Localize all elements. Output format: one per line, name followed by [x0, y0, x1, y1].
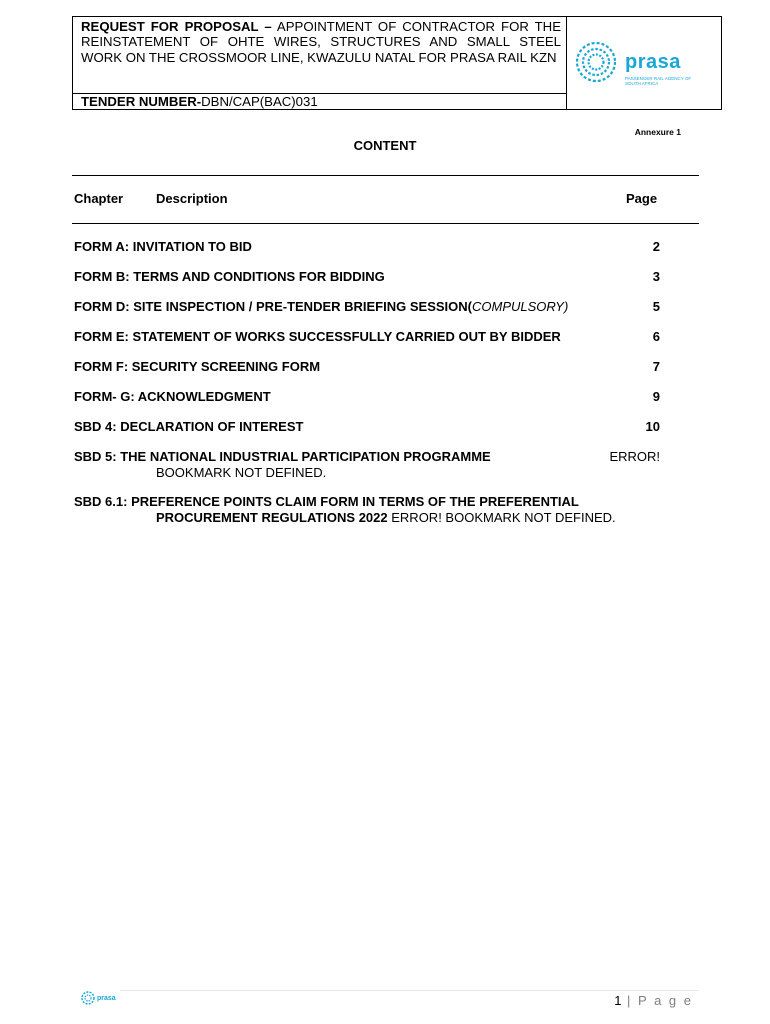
- toc-item-title: FORM A: INVITATION TO BID: [74, 239, 252, 254]
- toc-item-title: FORM E: STATEMENT OF WORKS SUCCESSFULLY CARRIED OUT BY BIDDER: [74, 329, 561, 344]
- toc-item-title: FORM- G: ACKNOWLEDGMENT: [74, 389, 271, 404]
- prasa-ring-icon: [573, 39, 619, 85]
- footer-logo-word: prasa: [97, 995, 116, 1002]
- page-label: P a g e: [638, 993, 693, 1008]
- toc-item-title: FORM D: SITE INSPECTION / PRE-TENDER BRIEFING SESSION(: [74, 299, 472, 314]
- toc-item-page: ERROR!: [609, 449, 660, 464]
- toc-item-continuation-bold: PROCUREMENT REGULATIONS 2022: [156, 510, 388, 525]
- toc-item-title: FORM B: TERMS AND CONDITIONS FOR BIDDING: [74, 269, 385, 284]
- toc-item-page: 5: [652, 299, 660, 314]
- rule-top: [72, 175, 699, 176]
- toc-item-title: SBD 4: DECLARATION OF INTEREST: [74, 419, 304, 434]
- toc-item-page: 2: [652, 239, 660, 254]
- toc-item[interactable]: [74, 389, 660, 405]
- toc-item[interactable]: [74, 239, 660, 255]
- page-separator: |: [621, 993, 639, 1008]
- header-title-cell: [73, 17, 567, 109]
- page-number-value: 1: [614, 993, 622, 1008]
- toc-item-title: SBD 6.1: PREFERENCE POINTS CLAIM FORM IN TERMS OF THE PREFERENTIAL: [74, 494, 579, 509]
- toc-item[interactable]: [74, 359, 660, 375]
- toc-item-title: FORM F: SECURITY SCREENING FORM: [74, 359, 321, 374]
- toc-item-page: 3: [652, 269, 660, 284]
- toc-item-page: 10: [645, 419, 660, 434]
- toc-item-continuation: BOOKMARK NOT DEFINED.: [156, 465, 327, 480]
- toc-item[interactable]: [74, 329, 660, 345]
- rule-bottom: [72, 223, 699, 224]
- col-page: Page: [626, 191, 658, 206]
- annexure-label: Annexure 1: [634, 127, 681, 137]
- content-title: CONTENT: [353, 138, 417, 153]
- header-table: [72, 16, 722, 110]
- tender-number-label: TENDER NUMBER-: [81, 94, 202, 109]
- logo-subtitle: PASSENGER RAIL AGENCY OF SOUTH AFRICA: [625, 76, 692, 86]
- toc-item-page: 7: [652, 359, 660, 374]
- toc-item-continuation: ERROR! BOOKMARK NOT DEFINED.: [387, 510, 616, 525]
- rfp-title: [81, 19, 561, 65]
- toc-item[interactable]: [74, 494, 660, 526]
- toc-item-page: 6: [652, 329, 660, 344]
- toc-item[interactable]: [74, 299, 660, 315]
- tender-number-row: [73, 93, 566, 109]
- page-number: [614, 993, 693, 1008]
- col-description: Description: [156, 191, 228, 206]
- tender-number-value: DBN/CAP(BAC)031: [201, 94, 318, 109]
- toc-item-title: SBD 5: THE NATIONAL INDUSTRIAL PARTICIPATION PROGRAMME: [74, 449, 491, 464]
- footer-prasa-logo-icon: [80, 990, 120, 1006]
- toc-item-page: 9: [652, 389, 660, 404]
- toc-item[interactable]: [74, 419, 660, 435]
- prasa-logo: [567, 17, 722, 109]
- col-chapter: Chapter: [74, 191, 124, 206]
- logo-wordmark: prasa: [625, 51, 681, 73]
- footer-rule: [120, 990, 698, 991]
- rfp-title-bold: REQUEST FOR PROPOSAL –: [81, 19, 272, 34]
- toc-item-title-italic: COMPULSORY): [471, 299, 569, 314]
- toc-item[interactable]: [74, 269, 660, 285]
- toc-item[interactable]: [74, 449, 660, 481]
- rfp-title-rest: APPOINTMENT OF CONTRACTOR FOR THE REINSTATEMENT OF OHTE WIRES, STRUCTURES AND SMALL STEEL WORK ON THE CROSSMOOR LINE, KWAZULU NATAL FOR PRASA RAIL KZN: [81, 19, 561, 65]
